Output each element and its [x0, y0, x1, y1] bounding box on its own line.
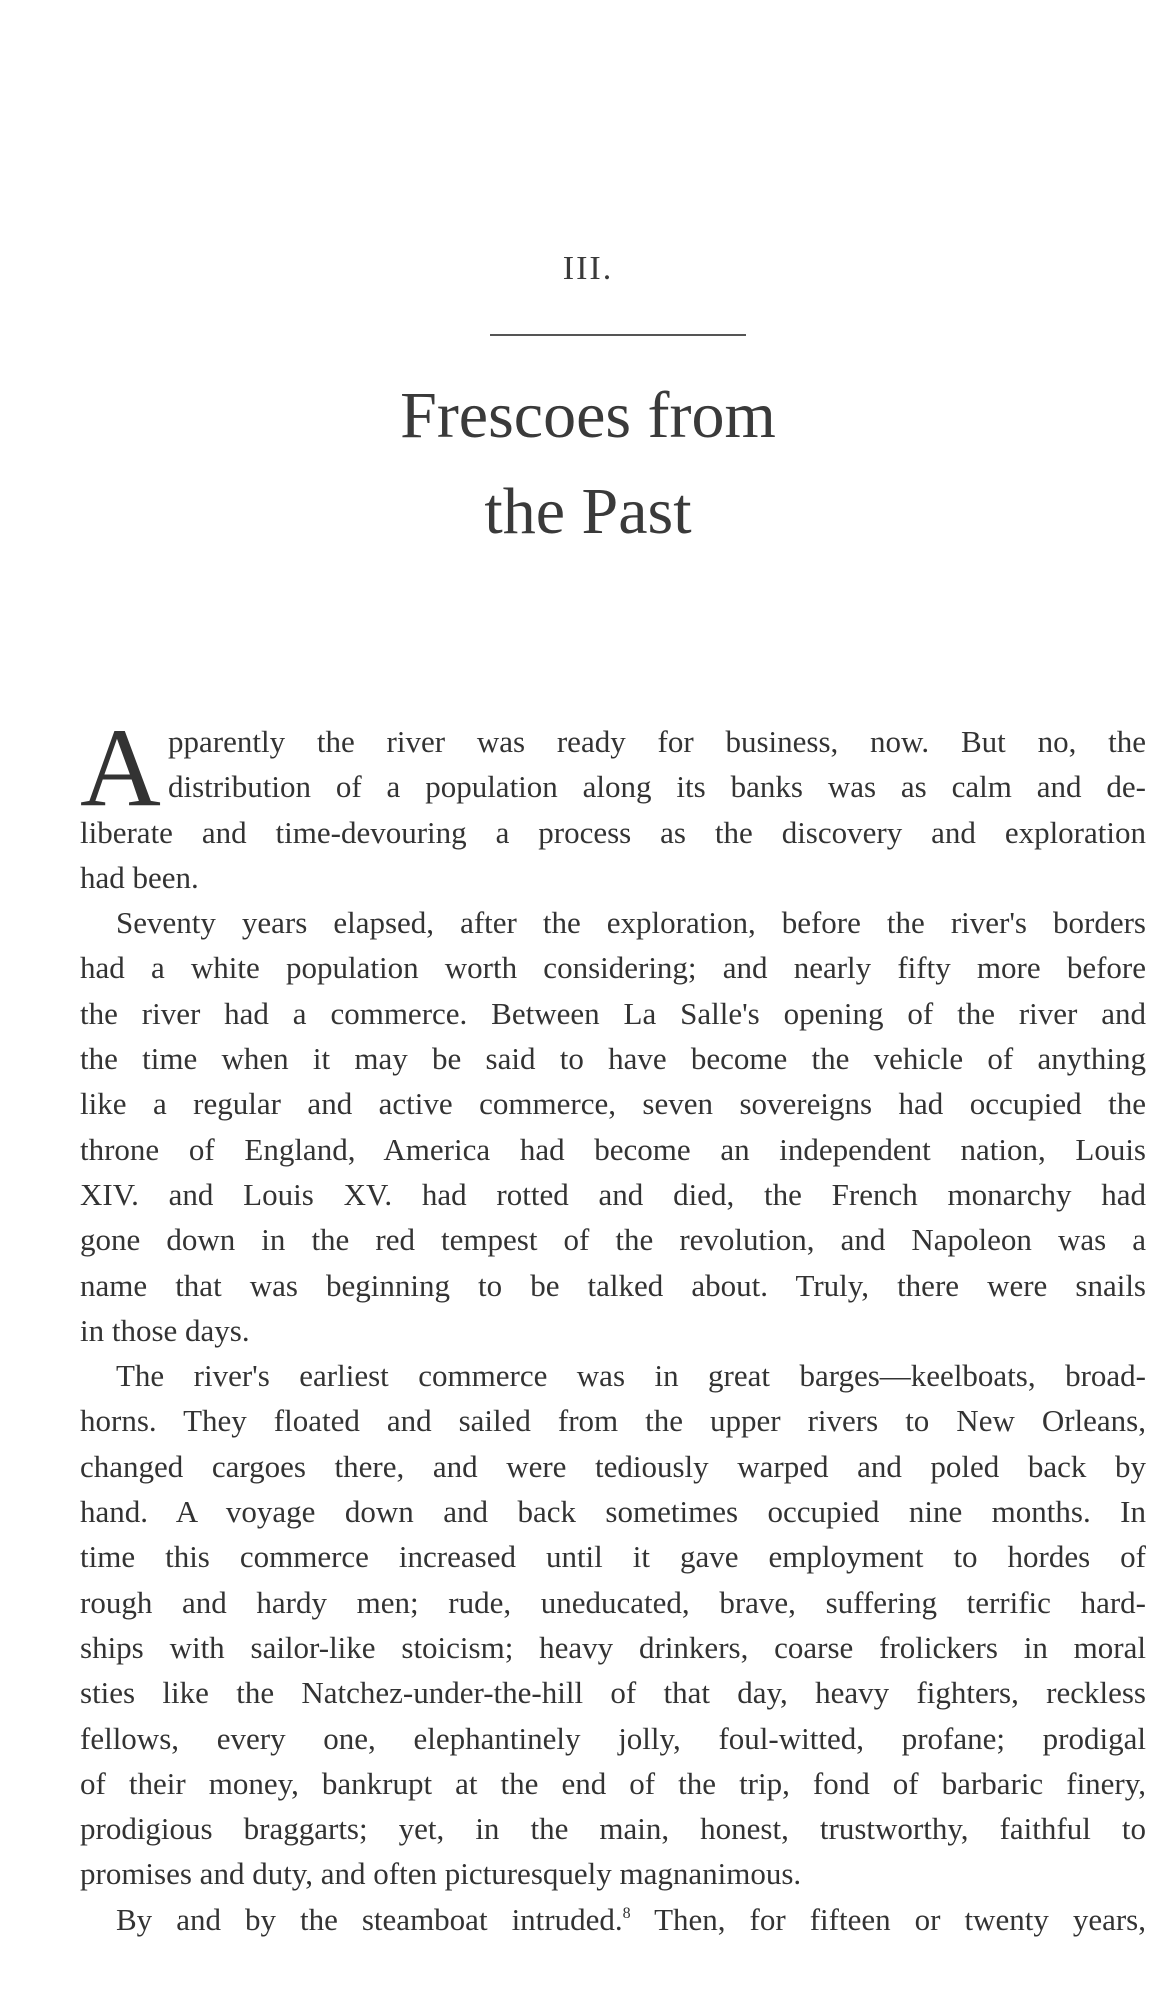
text-line: like a regular and active commerce, seven sovereigns had occupied the	[80, 1086, 1146, 1122]
chapter-number: III.	[562, 250, 614, 287]
text-line: ships with sailor-like stoicism; heavy drinkers, coarse frolickers in moral	[80, 1629, 1146, 1665]
text-line: XIV. and Louis XV. had rotted and died, the French monarchy had	[80, 1176, 1146, 1212]
text-line	[80, 1897, 1146, 1942]
text-line: pparently the river was ready for business, now. But no, the	[168, 724, 1146, 759]
body-text	[80, 706, 1146, 1942]
chapter-title-line-1: Frescoes from	[400, 379, 776, 452]
text-line: distribution of a population along its banks was as calm and de-	[168, 769, 1146, 805]
text-line: time this commerce increased until it gave employment to hordes of	[80, 1539, 1146, 1575]
text-line: had a white population worth considering; and nearly fifty more before	[80, 950, 1146, 986]
text-segment: By and by the steamboat intruded.	[116, 1901, 623, 1937]
text-line: fellows, every one, elephantinely jolly, foul-witted, profane; prodigal	[80, 1720, 1146, 1756]
text-line: horns. They floated and sailed from the upper rivers to New Orleans,	[80, 1403, 1146, 1439]
text-line: throne of England, America had become an independent nation, Louis	[80, 1131, 1146, 1167]
text-segment: Then, for fifteen or twenty years,	[630, 1901, 1146, 1937]
text-line: changed cargoes there, and were tediously warped and poled back by	[80, 1448, 1146, 1484]
text-line: had been.	[80, 859, 199, 895]
text-line: name that was beginning to be talked about. Truly, there were snails	[80, 1267, 1146, 1303]
text-line: liberate and time-devouring a process as the discovery and exploration	[80, 814, 1146, 850]
text-line: the time when it may be said to have become the vehicle of anything	[80, 1041, 1146, 1077]
text-line: The river's earliest commerce was in great barges—keelboats, broad-	[116, 1358, 1146, 1394]
text-line: promises and duty, and often picturesquely magnanimous.	[80, 1856, 802, 1892]
text-line: of their money, bankrupt at the end of the trip, fond of barbaric finery,	[80, 1765, 1146, 1801]
text-line: in those days.	[80, 1312, 250, 1348]
chapter-title-line-2: the Past	[484, 475, 692, 548]
text-line: prodigious braggarts; yet, in the main, honest, trustworthy, faithful to	[80, 1811, 1146, 1847]
footnote-ref[interactable]: 8	[622, 1904, 631, 1922]
text-line: the river had a commerce. Between La Salle's opening of the river and	[80, 995, 1146, 1031]
text-line: gone down in the red tempest of the revolution, and Napoleon was a	[80, 1222, 1146, 1258]
text-line: rough and hardy men; rude, uneducated, brave, suffering terrific hard-	[80, 1584, 1146, 1620]
divider-rule	[490, 334, 746, 336]
drop-cap: A	[80, 706, 161, 830]
text-line: Seventy years elapsed, after the exploration, before the river's borders	[116, 905, 1146, 941]
text-line: hand. A voyage down and back sometimes occupied nine months. In	[80, 1494, 1146, 1530]
text-line: sties like the Natchez-under-the-hill of that day, heavy fighters, reckless	[80, 1675, 1146, 1711]
